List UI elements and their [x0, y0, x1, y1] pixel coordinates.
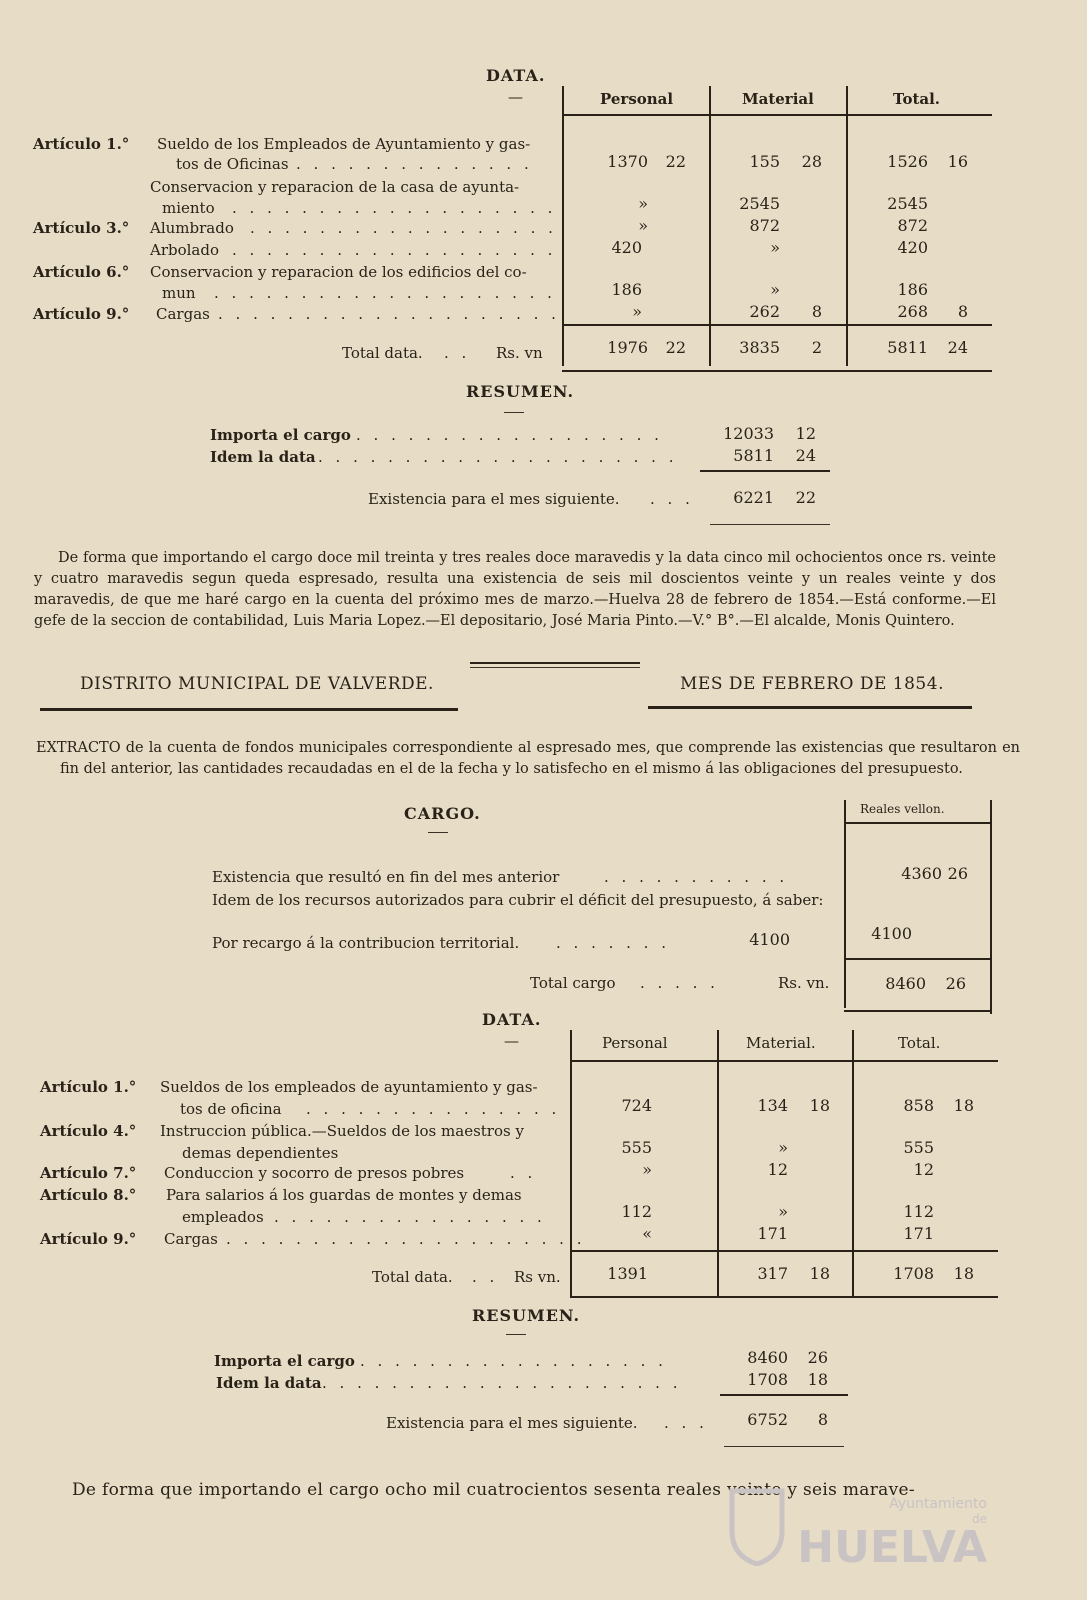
existencia-label: Existencia para el mes siguiente.: [386, 1414, 638, 1432]
row-desc: Conservacion y reparacion de los edificios del co-: [150, 263, 527, 281]
row-desc: Para salarios á los guardas de montes y demas: [166, 1186, 522, 1204]
watermark: [797, 1496, 987, 1573]
divider: [470, 667, 640, 668]
data-title-2: DATA.: [482, 1010, 542, 1029]
row-desc: Sueldos de los empleados de ayuntamiento y gas-: [160, 1078, 538, 1096]
cargo-mrs: 26: [947, 864, 968, 883]
article-label: Artículo 8.°: [40, 1186, 137, 1204]
resumen-label: Importa el cargo: [214, 1352, 355, 1370]
resumen-mrs: 24: [795, 446, 816, 465]
total-total-mrs: 24: [947, 338, 968, 357]
rule: [570, 1250, 998, 1252]
cell-personal: 420: [611, 238, 642, 257]
leader-dots: . . . . . . .: [556, 934, 670, 952]
col-header-personal: Personal: [602, 1034, 668, 1052]
rule: [844, 1010, 990, 1012]
row-desc: Sueldo de los Empleados de Ayuntamiento y gas-: [157, 135, 531, 153]
article-label: Artículo 9.°: [33, 305, 130, 323]
cell-material-mrs: 8: [811, 302, 822, 321]
col-header-personal: Personal: [600, 90, 674, 108]
total-total-mrs: 18: [953, 1264, 974, 1283]
cell-material: 12: [767, 1160, 788, 1179]
crest-icon: [727, 1486, 787, 1566]
resumen-value: 12033: [723, 424, 774, 443]
cell-total-mrs: 8: [957, 302, 968, 321]
cargo-title: CARGO.: [404, 804, 481, 823]
col-header-material: Material.: [746, 1034, 816, 1052]
rule: [844, 800, 846, 1008]
cell-material-mrs: 28: [801, 152, 822, 171]
article-label: Artículo 1.°: [33, 135, 130, 153]
resumen-label: Idem la data: [210, 448, 316, 466]
rule: [710, 524, 830, 525]
cell-personal: »: [642, 1160, 652, 1179]
total-material-mrs: 2: [811, 338, 822, 357]
existencia-mrs: 22: [795, 488, 816, 507]
district-title: DISTRITO MUNICIPAL DE VALVERDE.: [80, 674, 434, 694]
leader-dots: . . . . . . . . . . . . . . . . . .: [356, 426, 663, 444]
resumen-label: Idem la data: [216, 1374, 322, 1392]
article-label: Artículo 1.°: [40, 1078, 137, 1096]
total-cargo-label: Total cargo: [530, 974, 616, 992]
leader-dots: . . . . . . . . . . . . . . . . . . . . .: [322, 1374, 682, 1392]
total-unit: Rs vn.: [514, 1268, 561, 1286]
total-material-mrs: 18: [809, 1264, 830, 1283]
leader-dots: . . . . . . . . . . . . . . . . . .: [250, 219, 557, 237]
rule: [648, 706, 972, 709]
cell-material: 262: [749, 302, 780, 321]
rule: [852, 1030, 854, 1298]
leader-dots: . . . . . . . . . . . . . .: [296, 155, 533, 173]
total-cargo-value: 8460: [885, 974, 926, 993]
rule: [562, 114, 992, 116]
cell-material: »: [770, 280, 780, 299]
leader-dots: . . . . . . . . . . . . . . . . . . .: [232, 241, 557, 259]
row-desc: Cargas: [156, 305, 210, 323]
cell-material: »: [770, 238, 780, 257]
rule: [990, 800, 992, 1014]
article-label: Artículo 4.°: [40, 1122, 137, 1140]
row-desc-cont: demas dependientes: [182, 1144, 339, 1162]
cell-total: 112: [903, 1202, 934, 1221]
row-desc: Arbolado: [150, 241, 220, 259]
cargo-label: Por recargo á la contribucion territorial.: [212, 934, 520, 952]
cargo-label: Idem de los recursos autorizados para cubrir el déficit del presupuesto, á saber:: [212, 891, 824, 909]
total-material: 3835: [739, 338, 780, 357]
cell-personal: »: [632, 302, 642, 321]
row-desc: Cargas: [164, 1230, 218, 1248]
total-total: 5811: [887, 338, 928, 357]
watermark-line1: Ayuntamiento: [889, 1496, 987, 1512]
reales-header: Reales vellon.: [860, 802, 945, 816]
cell-total-mrs: 18: [953, 1096, 974, 1115]
watermark-line2: de: [972, 1512, 987, 1526]
cell-material: 2545: [739, 194, 780, 213]
total-total: 1708: [893, 1264, 934, 1283]
leader-dots: . . . . . . . . . . . . . . . . . . . . .: [318, 448, 678, 466]
cell-material: 171: [757, 1224, 788, 1243]
cell-total: 555: [903, 1138, 934, 1157]
dash: —: [508, 88, 523, 106]
dash: —: [504, 1032, 519, 1050]
month-title: MES DE FEBRERO DE 1854.: [680, 674, 944, 694]
rule: [562, 370, 992, 372]
total-data-label: Total data.: [372, 1268, 453, 1286]
resumen-mrs: 18: [807, 1370, 828, 1389]
leader-dots: . . . . . . . . . . . . . . . . . . . .: [214, 284, 556, 302]
cell-personal: 1370: [607, 152, 648, 171]
resumen-label: Importa el cargo: [210, 426, 351, 444]
cell-total: 171: [903, 1224, 934, 1243]
existencia-mrs: 8: [817, 1410, 828, 1429]
cell-personal: 186: [611, 280, 642, 299]
leader-dots: . . . . .: [640, 974, 719, 992]
cargo-value: 4100: [871, 924, 912, 943]
cell-total: 420: [897, 238, 928, 257]
leader-dots: . . . . . . . . . . . . . . .: [306, 1100, 561, 1118]
rule: [506, 1334, 526, 1335]
leader-dots: . . . . . . . . . . . . . . . . . . . .: [218, 305, 560, 323]
rule: [844, 958, 990, 960]
leader-dots: . .: [444, 344, 471, 362]
cell-total: 1526: [887, 152, 928, 171]
leader-dots: . . . . . . . . . . .: [604, 868, 789, 886]
extracto-paragraph: EXTRACTO de la cuenta de fondos municipales correspondiente al espresado mes, que comprende las existencias que resultaron en fin del anterior, las cantidades recaudadas en el de la fecha y lo satisfecho en el mismo á las obligaciones del presupuesto.: [36, 740, 1020, 777]
total-unit: Rs. vn: [496, 344, 543, 362]
leader-dots: . . . . . . . . . . . . . . . .: [274, 1208, 546, 1226]
cell-total: 268: [897, 302, 928, 321]
cell-personal: »: [638, 216, 648, 235]
row-desc: Conservacion y reparacion de la casa de ayunta-: [150, 178, 520, 196]
closing-paragraph-1: De forma que importando el cargo doce mil treinta y tres reales doce maravedis y la data cinco mil ochocientos once rs. veinte y cuatro maravedis segun queda espresado, resulta una existencia de seis mil doscientos veinte y un reales veinte y dos maravedis, de que me haré cargo en la cuenta del próximo mes de marzo.—Huelva 28 de febrero de 1854.—Está conforme.—El gefe de la seccion de contabilidad, Luis Maria Lopez.—El depositario, José Maria Pinto.—V.° B°.—El alcalde, Monis Quintero.: [34, 550, 996, 629]
cell-material-mrs: 18: [809, 1096, 830, 1115]
row-desc-cont: tos de Oficinas: [176, 155, 289, 173]
cargo-inline-value: 4100: [749, 930, 790, 949]
cell-material: 872: [749, 216, 780, 235]
row-desc-cont: miento: [162, 199, 215, 217]
leader-dots: . . . . . . . . . . . . . . . . . . .: [232, 199, 557, 217]
total-cargo-mrs: 26: [945, 974, 966, 993]
row-desc-cont: tos de oficina: [180, 1100, 282, 1118]
cell-total: 2545: [887, 194, 928, 213]
leader-dots: . .: [510, 1164, 537, 1182]
row-desc: Instruccion pública.—Sueldos de los maestros y: [160, 1122, 524, 1140]
rule: [700, 470, 830, 472]
total-personal: 1391: [607, 1264, 648, 1283]
rule: [720, 1394, 848, 1396]
cell-material: »: [778, 1202, 788, 1221]
cell-total-mrs: 16: [947, 152, 968, 171]
leader-dots: . . .: [664, 1414, 708, 1432]
cell-personal-mrs: 22: [665, 152, 686, 171]
rule: [570, 1296, 998, 1298]
cell-personal: «: [642, 1224, 652, 1243]
rule: [504, 412, 524, 413]
article-label: Artículo 3.°: [33, 219, 130, 237]
watermark-line3: HUELVA: [797, 1522, 987, 1573]
cell-material: 155: [749, 152, 780, 171]
resumen-mrs: 26: [807, 1348, 828, 1367]
resumen-title-1: RESUMEN.: [466, 382, 575, 401]
resumen-value: 8460: [747, 1348, 788, 1367]
rule: [562, 324, 992, 326]
cell-total: 186: [897, 280, 928, 299]
article-label: Artículo 6.°: [33, 263, 130, 281]
cell-personal: »: [638, 194, 648, 213]
rule: [724, 1446, 844, 1447]
closing-paragraph-2: De forma que importando el cargo ocho mil cuatrocientos sesenta reales veinte y seis marave-: [72, 1480, 915, 1500]
cell-total: 12: [913, 1160, 934, 1179]
cargo-label: Existencia que resultó en fin del mes anterior: [212, 868, 560, 886]
cell-total: 872: [897, 216, 928, 235]
resumen-mrs: 12: [795, 424, 816, 443]
data-title-1: DATA.: [486, 66, 546, 85]
leader-dots: . . . . . . . . . . . . . . . . . .: [360, 1352, 667, 1370]
cell-personal: 555: [621, 1138, 652, 1157]
cell-material: »: [778, 1138, 788, 1157]
rule: [844, 822, 990, 824]
total-data-label: Total data.: [342, 344, 423, 362]
total-material: 317: [757, 1264, 788, 1283]
col-header-total: Total.: [893, 90, 941, 108]
rule: [570, 1060, 998, 1062]
row-desc-cont: empleados: [182, 1208, 264, 1226]
rule: [428, 832, 448, 833]
existencia-label: Existencia para el mes siguiente.: [368, 490, 620, 508]
cell-total: 858: [903, 1096, 934, 1115]
leader-dots: . .: [472, 1268, 499, 1286]
cell-personal: 724: [621, 1096, 652, 1115]
row-desc: Alumbrado: [150, 219, 234, 237]
divider: [470, 662, 640, 664]
article-label: Artículo 9.°: [40, 1230, 137, 1248]
cell-material: 134: [757, 1096, 788, 1115]
resumen-value: 1708: [747, 1370, 788, 1389]
cargo-value: 4360: [901, 864, 942, 883]
article-label: Artículo 7.°: [40, 1164, 137, 1182]
total-cargo-unit: Rs. vn.: [778, 974, 830, 992]
leader-dots: . . . . . . . . . . . . . . . . . . . . .: [226, 1230, 586, 1248]
leader-dots: . . .: [650, 490, 694, 508]
resumen-value: 5811: [733, 446, 774, 465]
total-personal-mrs: 22: [665, 338, 686, 357]
col-header-material: Material: [742, 90, 814, 108]
existencia-value: 6221: [733, 488, 774, 507]
total-personal: 1976: [607, 338, 648, 357]
resumen-title-2: RESUMEN.: [472, 1306, 581, 1325]
cell-personal: 112: [621, 1202, 652, 1221]
existencia-value: 6752: [747, 1410, 788, 1429]
rule: [40, 708, 458, 711]
row-desc: Conduccion y socorro de presos pobres: [164, 1164, 465, 1182]
col-header-total: Total.: [898, 1034, 941, 1052]
row-desc-cont: mun: [162, 284, 196, 302]
